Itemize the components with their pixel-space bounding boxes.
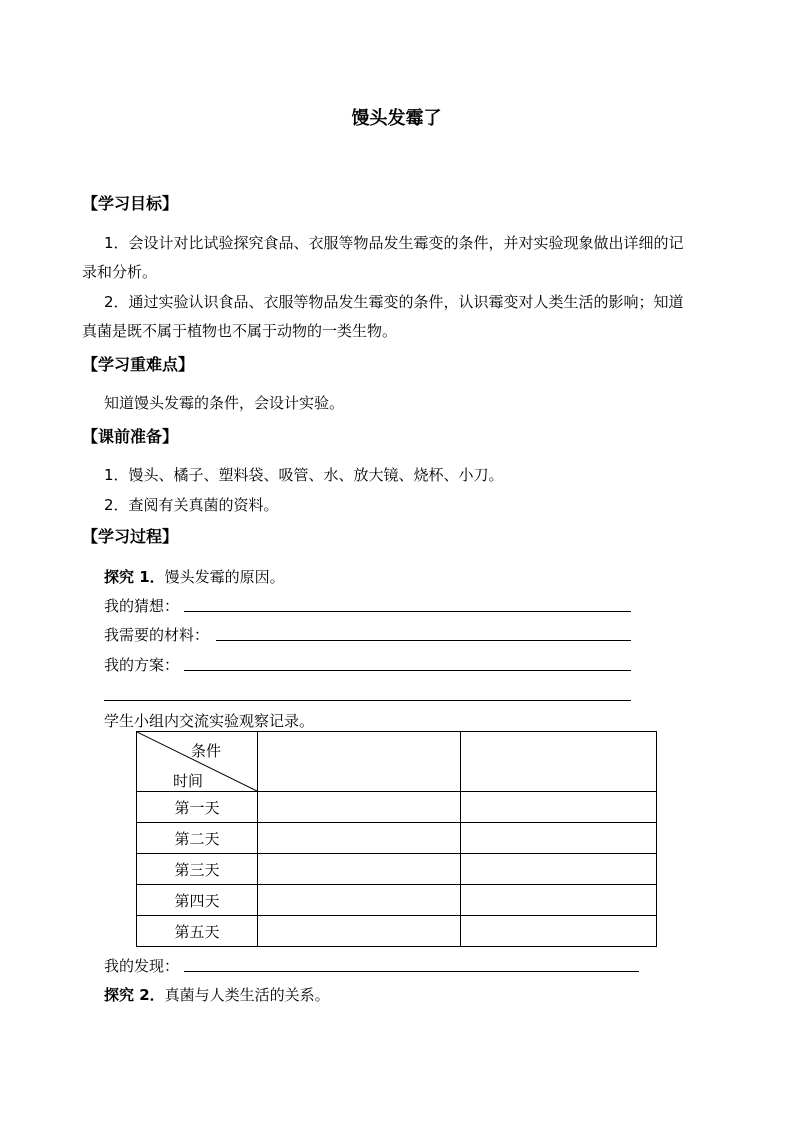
plan-answer-line[interactable] [184, 670, 631, 671]
table-header-row [137, 732, 657, 792]
record-cell[interactable] [461, 854, 657, 885]
explore-1 [104, 566, 285, 587]
record-cell[interactable] [461, 823, 657, 854]
explore-2 [104, 984, 330, 1005]
day-label: 第一天 [137, 792, 258, 823]
section-heading-preparation: 【课前准备】 [82, 427, 179, 446]
table-row [137, 854, 657, 885]
corner-condition-label: 条件 [191, 742, 222, 760]
condition-cell-1[interactable] [258, 732, 461, 792]
plan-label: 我的方案： [104, 656, 180, 674]
key-points-text: 知道馒头发霉的条件，会设计实验。 [104, 394, 345, 412]
finding-answer-line[interactable] [184, 971, 639, 972]
explore-1-text: 馒头发霉的原因。 [164, 568, 285, 586]
day-label: 第二天 [137, 823, 258, 854]
record-cell[interactable] [258, 916, 461, 947]
record-cell[interactable] [461, 916, 657, 947]
day-label: 第三天 [137, 854, 258, 885]
preparation-item-1: 1．馒头、橘子、塑料袋、吸管、水、放大镜、烧杯、小刀。 [104, 466, 504, 484]
goal-item-2-line-1: 2．通过实验认识食品、衣服等物品发生霉变的条件，认识霉变对人类生活的影响；知道 [104, 293, 684, 311]
record-cell[interactable] [258, 854, 461, 885]
table-row [137, 792, 657, 823]
guess-label: 我的猜想： [104, 597, 180, 615]
finding-label: 我的发现： [104, 957, 180, 975]
page-title: 馒头发霉了 [351, 108, 442, 129]
plan-answer-line-2[interactable] [104, 700, 631, 701]
record-cell[interactable] [461, 792, 657, 823]
materials-answer-line[interactable] [216, 640, 631, 641]
record-cell[interactable] [258, 885, 461, 916]
preparation-item-2: 2．查阅有关真菌的资料。 [104, 496, 279, 514]
table-corner-cell [137, 732, 258, 792]
observation-table [136, 731, 657, 947]
record-cell[interactable] [461, 885, 657, 916]
section-heading-goals: 【学习目标】 [82, 194, 179, 213]
condition-cell-2[interactable] [461, 732, 657, 792]
section-heading-key-points: 【学习重难点】 [82, 355, 195, 374]
goal-item-1-line-2: 录和分析。 [82, 263, 158, 281]
materials-label: 我需要的材料： [104, 626, 210, 644]
corner-time-label: 时间 [173, 772, 204, 790]
record-cell[interactable] [258, 792, 461, 823]
section-heading-process: 【学习过程】 [82, 527, 179, 546]
goal-item-1-line-1: 1．会设计对比试验探究食品、衣服等物品发生霉变的条件，并对实验现象做出详细的记 [104, 234, 684, 252]
explore-2-label: 探究 2． [104, 986, 165, 1004]
day-label: 第四天 [137, 885, 258, 916]
explore-2-text: 真菌与人类生活的关系。 [164, 986, 330, 1004]
table-row [137, 885, 657, 916]
explore-1-label: 探究 1． [104, 568, 165, 586]
group-record-text: 学生小组内交流实验观察记录。 [104, 712, 315, 730]
day-label: 第五天 [137, 916, 258, 947]
table-row [137, 916, 657, 947]
record-cell[interactable] [258, 823, 461, 854]
table-row [137, 823, 657, 854]
goal-item-2-line-2: 真菌是既不属于植物也不属于动物的一类生物。 [82, 322, 398, 340]
guess-answer-line[interactable] [184, 611, 631, 612]
